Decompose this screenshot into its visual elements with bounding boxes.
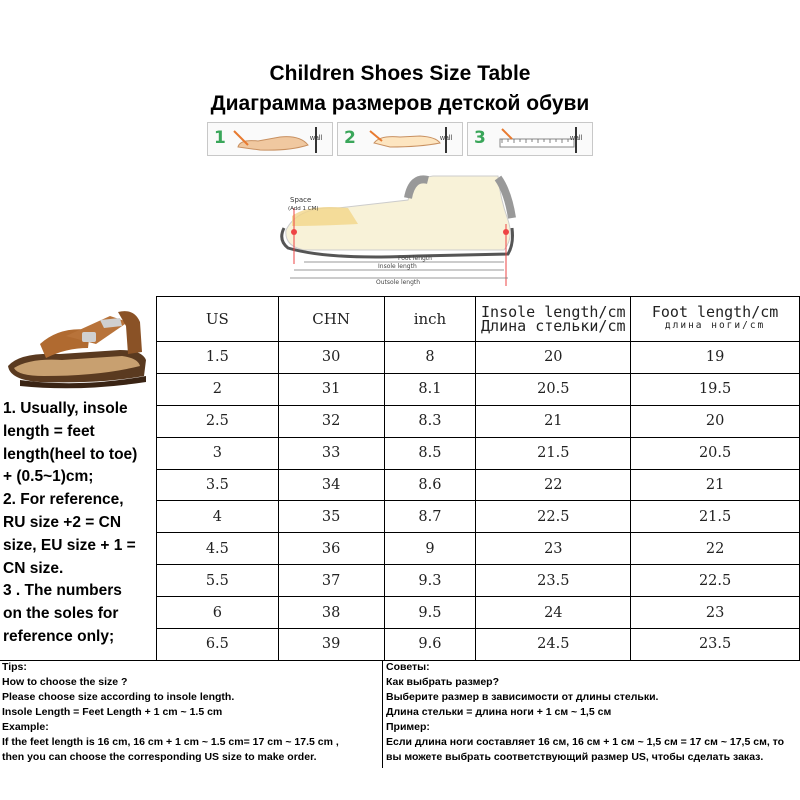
size-notes [3, 398, 157, 649]
tip-line: Insole Length = Feet Length + 1 cm ~ 1.5 cm [2, 706, 223, 718]
cell-us: 2 [157, 373, 279, 405]
tip-line: Tips: [2, 661, 27, 673]
cell-foot: 19.5 [631, 373, 800, 405]
tips-russian [386, 660, 800, 765]
header-inch: inch [384, 297, 476, 342]
tip-line: How to choose the size ? [2, 676, 128, 688]
header-foot [631, 297, 800, 342]
cell-foot: 23.5 [631, 629, 800, 661]
cell-inch: 9.3 [384, 565, 476, 597]
table-header-row [157, 297, 800, 342]
header-chn: CHN [278, 297, 384, 342]
sandal-image [0, 296, 156, 392]
cell-inch: 9 [384, 533, 476, 565]
header-foot-en: Foot length/cm [651, 303, 779, 321]
table-row [157, 437, 800, 469]
cell-chn: 36 [278, 533, 384, 565]
cell-insole: 23 [476, 533, 631, 565]
cell-chn: 35 [278, 501, 384, 533]
cell-foot: 21.5 [631, 501, 800, 533]
cell-inch: 8 [384, 342, 476, 374]
cell-us: 2.5 [157, 405, 279, 437]
note-line: length(heel to toe) [3, 445, 138, 463]
tip-line: Как выбрать размер? [386, 676, 499, 688]
tip-line: Если длина ноги составляет 16 см, 16 см + 1 см ~ 1,5 см = 17 см ~ 17,5 см, то [386, 736, 785, 748]
cell-foot: 22.5 [631, 565, 800, 597]
cell-insole: 22.5 [476, 501, 631, 533]
table-row [157, 469, 800, 501]
cell-insole: 24 [476, 597, 631, 629]
cell-us: 4.5 [157, 533, 279, 565]
cell-us: 5.5 [157, 565, 279, 597]
note-line: RU size +2 = CN [3, 513, 122, 531]
header-foot-ru: длина ноги/cm [664, 320, 766, 331]
cell-us: 4 [157, 501, 279, 533]
ruler-icon [490, 125, 580, 155]
cell-inch: 9.6 [384, 629, 476, 661]
cell-us: 3 [157, 437, 279, 469]
step-number: 2 [344, 128, 356, 148]
step-3 [467, 122, 593, 156]
table-row [157, 565, 800, 597]
note-line: reference only; [3, 627, 115, 645]
table-body [157, 342, 800, 661]
tip-line: Пример: [386, 721, 430, 733]
tip-line: If the feet length is 16 cm, 16 cm + 1 cm ~ 1.5 cm= 17 cm ~ 17.5 cm , [2, 736, 339, 748]
cell-inch: 8.1 [384, 373, 476, 405]
tip-line: Example: [2, 721, 49, 733]
tips-divider [382, 660, 383, 768]
cell-foot: 20 [631, 405, 800, 437]
cell-us: 6.5 [157, 629, 279, 661]
step-1 [207, 122, 333, 156]
cell-inch: 9.5 [384, 597, 476, 629]
tip-line: вы можете выбрать соответствующий размер US, чтобы сделать заказ. [386, 751, 764, 763]
note-line: on the soles for [3, 605, 119, 623]
cell-insole: 20.5 [476, 373, 631, 405]
note-line: 1. Usually, insole [3, 400, 128, 417]
space-note: (Add 1 CM) [288, 206, 319, 212]
measure-steps [207, 122, 593, 156]
wall-label: wall [309, 135, 322, 142]
cell-insole: 21.5 [476, 437, 631, 469]
cell-insole: 20 [476, 342, 631, 374]
cell-us: 3.5 [157, 469, 279, 501]
wall-label: wall [569, 135, 582, 142]
table-row [157, 373, 800, 405]
cell-chn: 32 [278, 405, 384, 437]
outsole-length-label: Outsole length [376, 279, 421, 286]
cell-chn: 37 [278, 565, 384, 597]
table-row [157, 533, 800, 565]
cell-insole: 24.5 [476, 629, 631, 661]
cell-inch: 8.5 [384, 437, 476, 469]
cell-foot: 22 [631, 533, 800, 565]
title-russian: Диаграмма размеров детской обуви [210, 92, 590, 115]
table-row [157, 597, 800, 629]
tips-english [2, 660, 382, 765]
note-line: + (0.5~1)cm; [3, 468, 94, 486]
cell-chn: 39 [278, 629, 384, 661]
step-2 [337, 122, 463, 156]
header-insole-ru: Длина стельки/cm [481, 317, 626, 335]
cell-chn: 38 [278, 597, 384, 629]
cell-inch: 8.6 [384, 469, 476, 501]
note-line: CN size. [3, 559, 64, 577]
foot-measure-icon [230, 125, 320, 155]
tip-line: Выберите размер в зависимости от длины стельки. [386, 691, 659, 703]
table-row [157, 629, 800, 661]
cell-us: 1.5 [157, 342, 279, 374]
header-us: US [157, 297, 279, 342]
cell-chn: 34 [278, 469, 384, 501]
tip-line: Please choose size according to insole length. [2, 691, 235, 703]
side-panel [0, 296, 156, 660]
table-row [157, 342, 800, 374]
space-label: Space [290, 196, 312, 204]
tip-line: Советы: [386, 661, 430, 673]
note-line: 2. For reference, [3, 491, 124, 509]
cell-chn: 30 [278, 342, 384, 374]
cell-chn: 31 [278, 373, 384, 405]
cell-insole: 23.5 [476, 565, 631, 597]
foot-length-label: Foot length [398, 255, 432, 262]
cell-foot: 20.5 [631, 437, 800, 469]
cell-us: 6 [157, 597, 279, 629]
cell-inch: 8.7 [384, 501, 476, 533]
cell-inch: 8.3 [384, 405, 476, 437]
table-row [157, 501, 800, 533]
size-table [156, 296, 800, 661]
header-insole [476, 297, 631, 342]
cell-insole: 22 [476, 469, 631, 501]
note-line: length = feet [3, 422, 95, 440]
tip-line: then you can choose the corresponding US size to make order. [2, 751, 317, 763]
header-insole-en: Insole length/cm [481, 303, 626, 321]
note-line: 3 . The numbers [3, 582, 122, 600]
cell-chn: 33 [278, 437, 384, 469]
cell-foot: 19 [631, 342, 800, 374]
cell-foot: 23 [631, 597, 800, 629]
step-number: 1 [214, 128, 226, 148]
step-number: 3 [474, 128, 486, 148]
cell-insole: 21 [476, 405, 631, 437]
insole-length-label: Insole length [378, 263, 417, 270]
tip-line: Длина стельки = длина ноги + 1 см ~ 1,5 см [386, 706, 612, 718]
table-row [157, 405, 800, 437]
foot-outline-icon [360, 125, 450, 155]
cell-foot: 21 [631, 469, 800, 501]
note-line: size, EU size + 1 = [3, 536, 136, 554]
wall-label: wall [439, 135, 452, 142]
title-english: Children Shoes Size Table [269, 62, 531, 85]
shoe-diagram [208, 168, 592, 286]
